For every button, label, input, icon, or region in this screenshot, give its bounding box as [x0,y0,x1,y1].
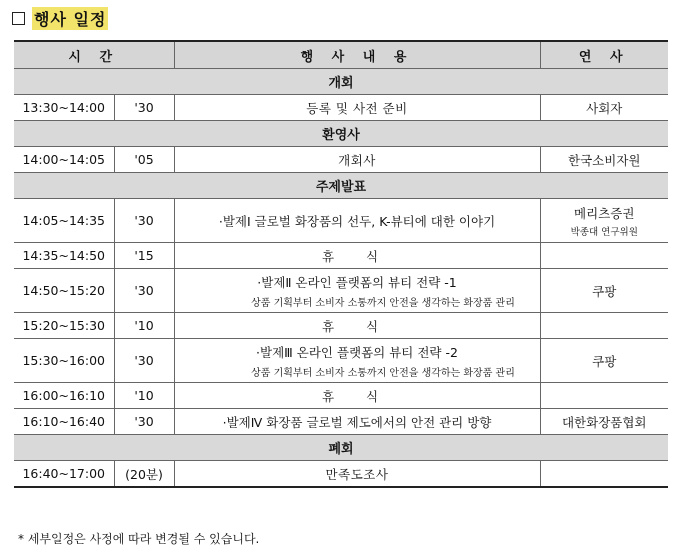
program-subtitle: 상품 기획부터 소비자 소통까지 안전을 생각하는 화장품 관리 [251,297,515,309]
header-row [14,41,668,69]
speaker-cell [540,313,668,339]
table-row [14,269,668,313]
time-cell: 15:20~15:30 [14,313,114,339]
section-heading [12,6,108,30]
duration-cell: (20분) [114,461,174,488]
duration-cell: '30 [114,95,174,121]
program-cell [174,243,540,269]
section-row-topic: 주제발표 [14,173,668,199]
speaker-cell: 대한화장품협회 [540,409,668,435]
header-speaker: 연 사 [540,41,668,69]
program-subtitle: 상품 기획부터 소비자 소통까지 안전을 생각하는 화장품 관리 [251,367,515,379]
section-row-welcome: 환영사 [14,121,668,147]
program-title: ·발제Ⅲ 온라인 플랫폼의 뷰티 전략 -2 [256,344,458,360]
time-cell: 16:40~17:00 [14,461,114,488]
program-cell [174,313,540,339]
speaker-cell [540,243,668,269]
header-time: 시 간 [14,41,174,69]
table-row [14,409,668,435]
speaker-title: 박종대 연구위원 [570,226,638,238]
speaker-cell: 쿠팡 [540,339,668,383]
duration-cell: '05 [114,147,174,173]
time-cell: 14:05~14:35 [14,199,114,243]
program-cell [174,383,540,409]
time-cell: 16:00~16:10 [14,383,114,409]
table-row [14,199,668,243]
speaker-cell [540,383,668,409]
speaker-cell: 쿠팡 [540,269,668,313]
table-row [14,147,668,173]
section-title: 행사 일정 [32,7,108,30]
program-cell [174,269,540,313]
duration-cell: '15 [114,243,174,269]
speaker-name: 메리츠증권 [574,205,635,221]
speaker-cell [540,199,668,243]
duration-cell: '10 [114,383,174,409]
time-cell: 16:10~16:40 [14,409,114,435]
time-cell: 14:35~14:50 [14,243,114,269]
break-label: 휴 식 [321,248,393,264]
time-cell: 14:50~15:20 [14,269,114,313]
speaker-cell: 한국소비자원 [540,147,668,173]
header-program: 행 사 내 용 [174,41,540,69]
schedule-table [14,40,668,488]
table-row [14,95,668,121]
duration-cell: '30 [114,339,174,383]
speaker-cell: 사회자 [540,95,668,121]
break-label: 휴 식 [321,388,393,404]
program-cell: 개회사 [174,147,540,173]
duration-cell: '10 [114,313,174,339]
program-cell: ·발제Ⅳ 화장품 글로벌 제도에서의 안전 관리 방향 [174,409,540,435]
table-row-break [14,383,668,409]
table-row [14,461,668,488]
section-row-closing: 폐회 [14,435,668,461]
time-cell: 14:00~14:05 [14,147,114,173]
duration-cell: '30 [114,269,174,313]
table-row-break [14,313,668,339]
table-row [14,339,668,383]
program-cell: 등록 및 사전 준비 [174,95,540,121]
program-cell: ·발제Ⅰ 글로벌 화장품의 선두, K-뷰티에 대한 이야기 [174,199,540,243]
table-row-break [14,243,668,269]
program-cell: 만족도조사 [174,461,540,488]
speaker-cell [540,461,668,488]
time-cell: 13:30~14:00 [14,95,114,121]
footnote: * 세부일정은 사정에 따라 변경될 수 있습니다. [18,532,260,546]
program-cell [174,339,540,383]
duration-cell: '30 [114,199,174,243]
time-cell: 15:30~16:00 [14,339,114,383]
break-label: 휴 식 [321,318,393,334]
duration-cell: '30 [114,409,174,435]
program-title: ·발제Ⅱ 온라인 플랫폼의 뷰티 전략 -1 [257,274,457,290]
checkbox-square-icon [12,12,25,25]
section-row-opening: 개회 [14,69,668,95]
